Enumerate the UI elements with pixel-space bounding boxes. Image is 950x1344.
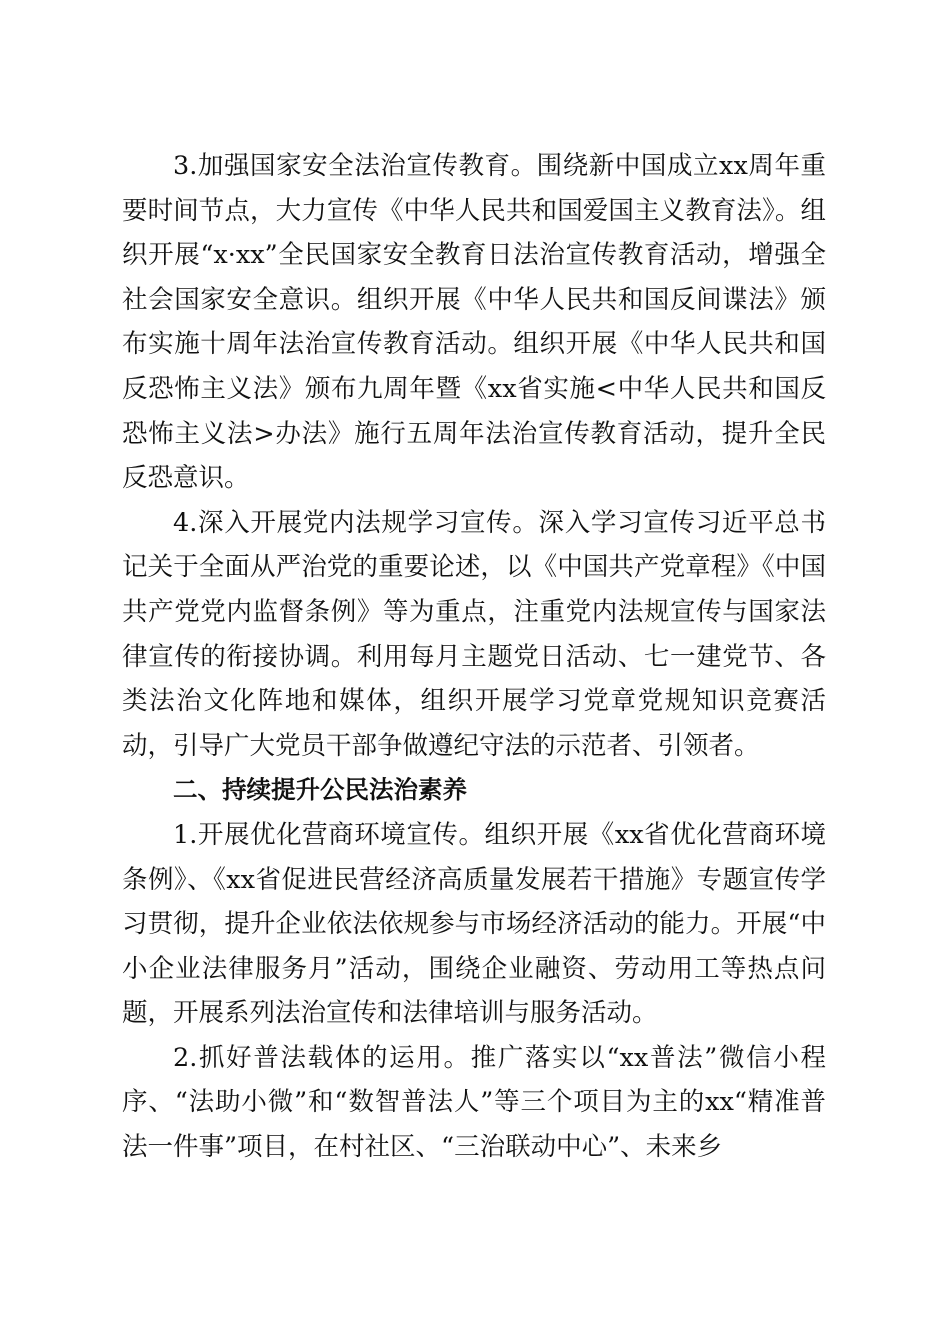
paragraph-legal-carriers: 2.抓好普法载体的运用。推广落实以“xx普法”微信小程序、“法助小微”和“数智普法人”等三个项目为主的xx“精准普法一件事”项目，在村社区、“三治联动中心”、未来乡	[122, 1042, 826, 1163]
section-heading: 二、持续提升公民法治素养	[173, 775, 467, 805]
paragraph-party-regulations: 4.深入开展党内法规学习宣传。深入学习宣传习近平总书记关于全面从严治党的重要论述，以《中国共产党章程》《中国共产党党内监督条例》等为重点，注重党内法规宣传与国家法律宣传的衔接协调。利用每月主题党日活动、七一建党节、各类法治文化阵地和媒体，组织开展学习党章党规知识竞赛活动，引导广大党员干部争做遵纪守法的示范者、引领者。	[122, 507, 826, 761]
paragraph-national-security: 3.加强国家安全法治宣传教育。围绕新中国成立xx周年重要时间节点，大力宣传《中华人民共和国爱国主义教育法》。组织开展“x·xx”全民国家安全教育日法治宣传教育活动，增强全社会国家安全意识。组织开展《中华人民共和国反间谍法》颁布实施十周年法治宣传教育活动。组织开展《中华人民共和国反恐怖主义法》颁布九周年暨《xx省实施<中华人民共和国反恐怖主义法>办法》施行五周年法治宣传教育活动，提升全民反恐意识。	[122, 151, 826, 494]
paragraph-business-environment: 1.开展优化营商环境宣传。组织开展《xx省优化营商环境条例》、《xx省促进民营经济高质量发展若干措施》专题宣传学习贯彻，提升企业依法依规参与市场经济活动的能力。开展“中小企业法律服务月”活动，围绕企业融资、劳动用工等热点问题，开展系列法治宣传和法律培训与服务活动。	[122, 819, 826, 1029]
document-page	[122, 144, 826, 1170]
